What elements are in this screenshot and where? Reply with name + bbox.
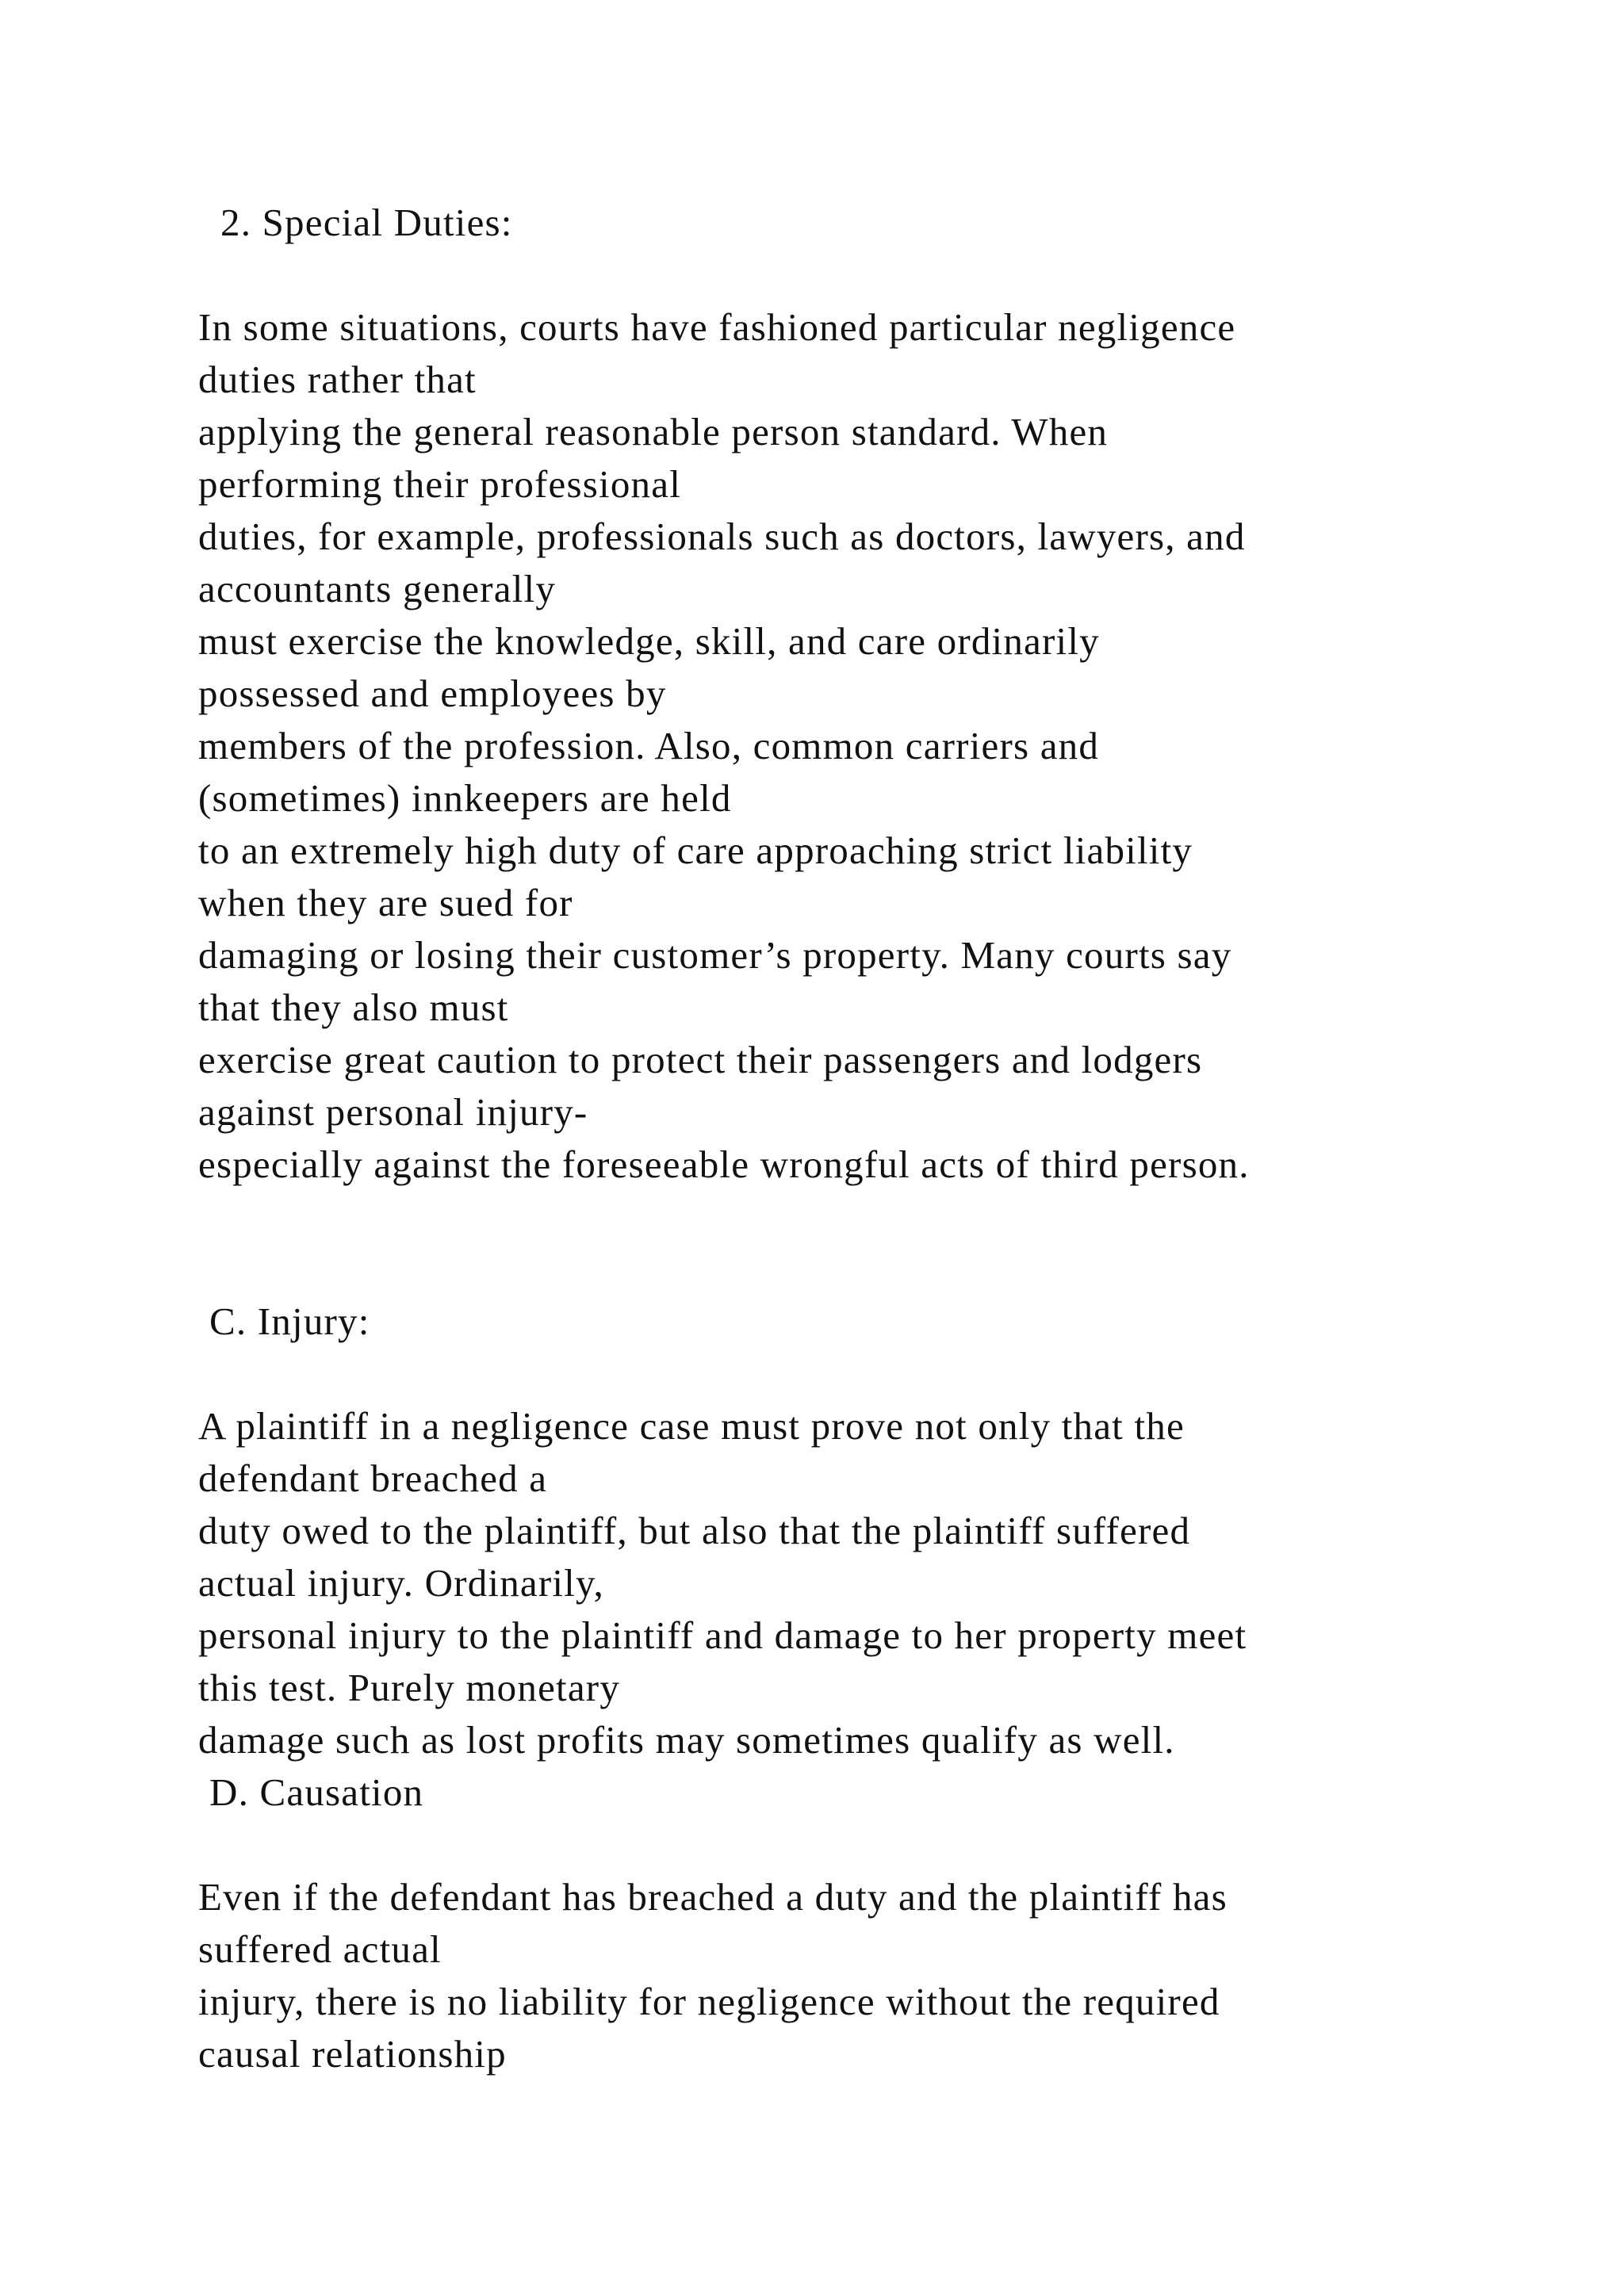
- text-line: suffered actual: [198, 1927, 442, 1971]
- text-line: personal injury to the plaintiff and damage to her property meet: [198, 1613, 1247, 1657]
- text-line: accountants generally: [198, 567, 557, 610]
- text-line: exercise great caution to protect their passengers and lodgers: [198, 1038, 1203, 1081]
- text-line: applying the general reasonable person standard. When: [198, 410, 1109, 453]
- special-duties-heading: 2. Special Duties:: [220, 201, 513, 244]
- text-line: against personal injury-: [198, 1090, 588, 1134]
- text-line: actual injury. Ordinarily,: [198, 1561, 604, 1605]
- text-line: performing their professional: [198, 462, 682, 506]
- text-line: damaging or losing their customer’s property. Many courts say: [198, 933, 1232, 977]
- text-line: this test. Purely monetary: [198, 1666, 621, 1709]
- text-line: injury, there is no liability for negligence without the required: [198, 1980, 1220, 2023]
- causation-paragraph: [198, 1871, 1228, 2080]
- causation-heading: D. Causation: [209, 1770, 424, 1814]
- text-line: must exercise the knowledge, skill, and care ordinarily: [198, 619, 1100, 663]
- text-line: when they are sued for: [198, 881, 573, 924]
- text-line: duty owed to the plaintiff, but also that the plaintiff suffered: [198, 1509, 1191, 1552]
- text-line: especially against the foreseeable wrongful acts of third person.: [198, 1142, 1250, 1186]
- text-line: A plaintiff in a negligence case must prove not only that the: [198, 1404, 1185, 1448]
- text-line: damage such as lost profits may sometimes qualify as well.: [198, 1718, 1175, 1762]
- text-line: possessed and employees by: [198, 672, 667, 715]
- text-line: causal relationship: [198, 2032, 507, 2076]
- text-line: duties rather that: [198, 358, 477, 401]
- text-line: to an extremely high duty of care approaching strict liability: [198, 828, 1193, 872]
- text-line: In some situations, courts have fashioned particular negligence: [198, 305, 1236, 349]
- text-line: Even if the defendant has breached a duty and the plaintiff has: [198, 1875, 1228, 1919]
- injury-paragraph: [198, 1400, 1247, 1766]
- special-duties-paragraph: [198, 301, 1250, 1191]
- injury-heading: C. Injury:: [209, 1299, 370, 1343]
- text-line: members of the profession. Also, common carriers and: [198, 724, 1100, 767]
- text-line: that they also must: [198, 985, 509, 1029]
- text-line: defendant breached a: [198, 1456, 548, 1500]
- text-line: duties, for example, professionals such as doctors, lawyers, and: [198, 515, 1246, 558]
- text-line: (sometimes) innkeepers are held: [198, 776, 732, 820]
